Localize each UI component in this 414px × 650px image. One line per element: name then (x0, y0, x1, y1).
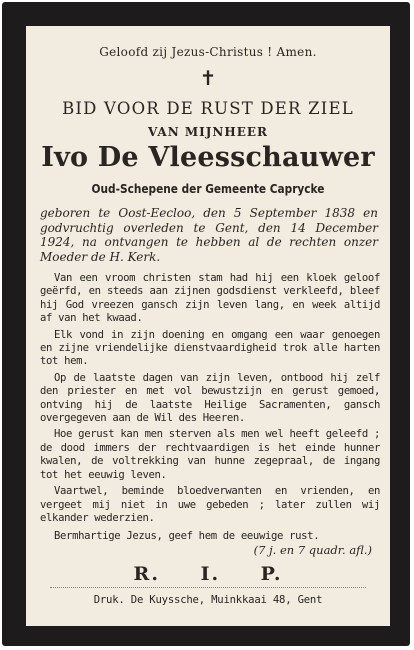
van-mijnheer: VAN MIJNHEER (148, 125, 268, 139)
indulgence-note: (7 j. en 7 quadr. afl.) (253, 543, 372, 557)
invocation: Geloofd zij Jezus-Christus ! Amen. (99, 45, 317, 59)
paragraph: Vaartwel, beminde bloedverwanten en vrienden, en vergeet mij niet in uwe gebeden ; later zullen wij elkander wederzien. (40, 485, 380, 524)
memorial-card (2, 2, 410, 646)
cross-icon: ✝ (199, 66, 217, 90)
card-paper (26, 26, 390, 626)
paragraph: Hoe gerust kan men sterven als men wel heeft geleefd ; de dood immers der rechtvaardigen is het einde hunner kwalen, de voltrekking van hunne zegepraal, de ingang tot het eeuwig leven. (40, 428, 380, 481)
paragraph: Op de laatste dagen van zijn leven, ontbood hij zelf den priester en met vol bewustzijn en gerust gemoed, ontving hij de laatste Heilige Sacramenten, gansch overgegeven aan de Wil des Heeren. (40, 371, 380, 425)
body-text (40, 272, 380, 528)
office-title: Oud-Schepene der Gemeente Caprycke (91, 182, 325, 196)
divider (50, 587, 366, 588)
closing-prayer: Bermhartige Jezus, geef hem de eeuwige rust. (54, 530, 320, 542)
deceased-name: Ivo De Vleesschauwer (41, 142, 375, 173)
rip-text: R. I. P. (133, 563, 283, 585)
closing-prayer-block (40, 530, 380, 542)
printer-imprint: Druk. De Kuyssche, Muinkkaai 48, Gent (93, 594, 323, 606)
biography: geboren te Oost-Eecloo, den 5 September 1838 en godvruchtig overleden te Gent, den 14 December 1924, na ontvangen te hebben al de rechten onzer Moeder de H. Kerk. (40, 206, 378, 264)
paragraph: Elk vond in zijn doening en omgang een waar genoegen en zijne vriendelijke dienstvaardigheid trok alle harten tot hem. (40, 328, 380, 368)
prayer-heading: BID VOOR DE RUST DER ZIEL (62, 99, 354, 118)
paragraph: Van een vroom christen stam had hij een kloek geloof geërfd, en steeds aan zijnen godsdienst verkleefd, bleef hij God vreezen gansch zijn leven lang, en week altijd af van het kwaad. (40, 272, 380, 325)
